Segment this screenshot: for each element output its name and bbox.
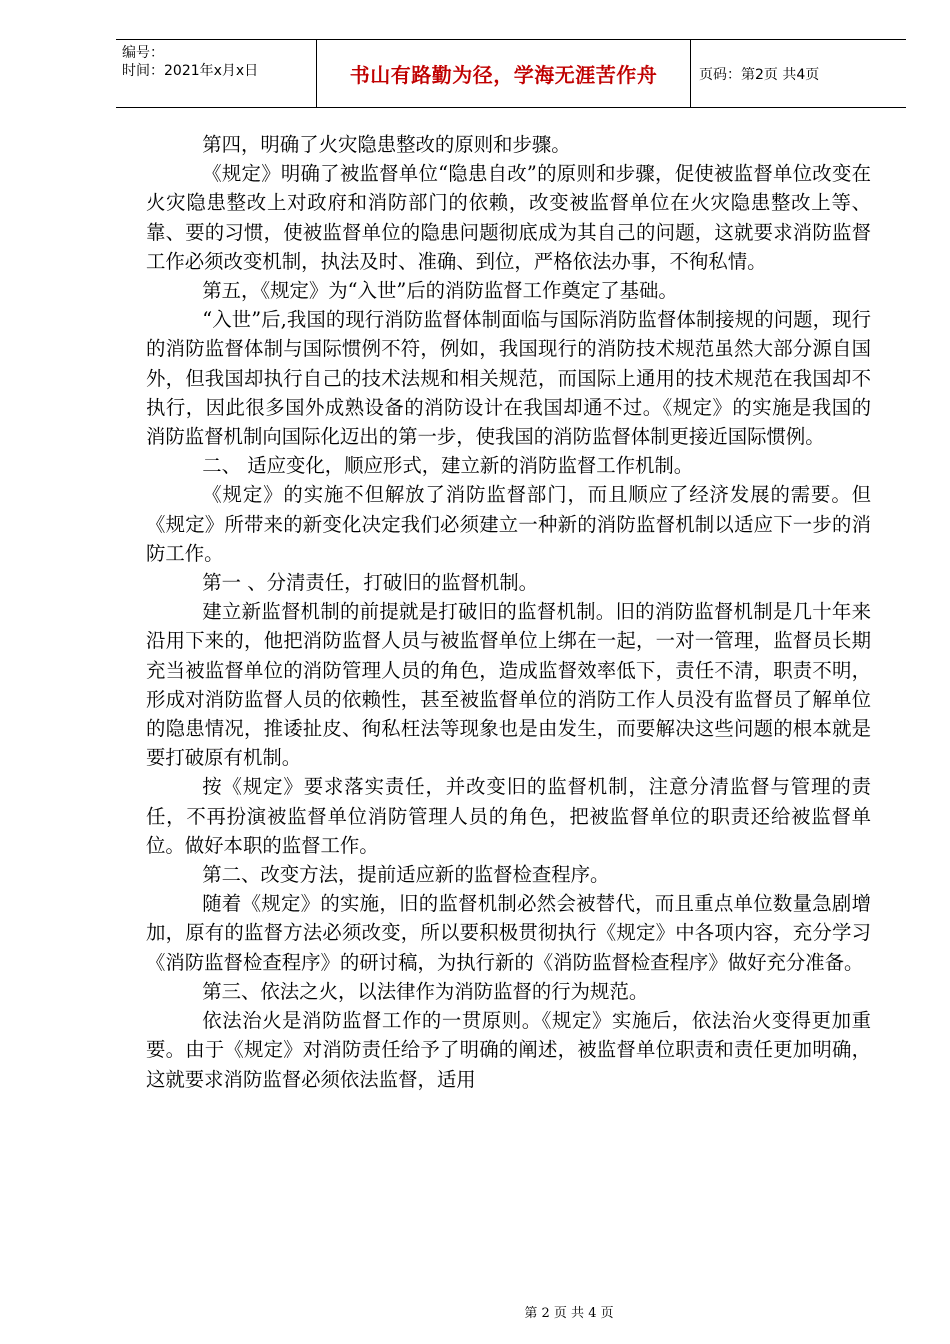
paragraph: 依法治火是消防监督工作的一贯原则。《规定》实施后，依法治火变得更加重要。由于《规定》对消防责任给予了明确的阐述，被监督单位职责和责任更加明确，这就要求消防监督必须依法监督，适用 bbox=[146, 1009, 871, 1091]
paragraph: 随着《规定》的实施，旧的监督机制必然会被替代，而且重点单位数量急剧增加，原有的监督方法必须改变，所以要积极贯彻执行《规定》中各项内容，充分学习《消防监督检查程序》的研讨稿，为执行新的《消防监督检查程序》做好充分准备。 bbox=[146, 892, 871, 974]
document-time-label: 时间：2021年x月x日 bbox=[122, 63, 259, 79]
paragraph: 《规定》明确了被监督单位“隐患自改”的原则和步骤，促使被监督单位改变在火灾隐患整改上对政府和消防部门的依赖，改变被监督单位在火灾隐患整改上等、靠、要的习惯，使被监督单位的隐患问题彻底成为其自己的问题，这就要求消防监督工作必须改变机制，执法及时、准确、到位，严格依法办事，不徇私情。 bbox=[146, 162, 871, 273]
paragraph: 《规定》的实施不但解放了消防监督部门，而且顺应了经济发展的需要。但《规定》所带来的新变化决定我们必须建立一种新的消防监督机制以适应下一步的消防工作。 bbox=[146, 483, 871, 565]
page-header bbox=[116, 39, 906, 108]
header-page-info-cell bbox=[691, 40, 906, 107]
document-body bbox=[146, 130, 871, 1094]
paragraph: 第一 、分清责任，打破旧的监督机制。 bbox=[202, 571, 539, 595]
paragraph: 第三、依法之火，以法律作为消防监督的行为规范。 bbox=[202, 979, 649, 1003]
paragraph: 建立新监督机制的前提就是打破旧的监督机制。旧的消防监督机制是几十年来沿用下来的，他把消防监督人员与被监督单位上绑在一起，一对一管理，监督员长期充当被监督单位的消防管理人员的角色，造成监督效率低下，责任不清，职责不明，形成对消防监督人员的依赖性，甚至被监督单位的消防工作人员没有监督员了解单位的隐患情况，推诿扯皮、徇私枉法等现象也是由发生，而要解决这些问题的根本就是要打破原有机制。 bbox=[146, 600, 871, 770]
paragraph: 二、 适应变化，顺应形式，建立新的消防监督工作机制。 bbox=[202, 454, 694, 478]
footer-page-number: 第 2 页 共 4 页 bbox=[524, 1306, 614, 1321]
header-meta bbox=[116, 40, 316, 107]
document-number-label: 编号： bbox=[122, 45, 164, 61]
page-footer bbox=[0, 1302, 950, 1321]
header-motto: 书山有路勤为径，学海无涯苦作舟 bbox=[349, 63, 658, 87]
paragraph: 第五，《规定》为“入世”后的消防监督工作奠定了基础。 bbox=[202, 279, 678, 303]
paragraph: 第二、改变方法，提前适应新的监督检查程序。 bbox=[202, 863, 610, 887]
paragraph: 按《规定》要求落实责任，并改变旧的监督机制，注意分清监督与管理的责任，不再扮演被监督单位消防管理人员的角色，把被监督单位的职责还给被监督单位。做好本职的监督工作。 bbox=[146, 775, 871, 857]
paragraph: “入世”后,我国的现行消防监督体制面临与国际消防监督体制接规的问题，现行的消防监督体制与国际惯例不符，例如，我国现行的消防技术规范虽然大部分源自国外，但我国却执行自己的技术法规和相关规范，而国际上通用的技术规范在我国却不执行，因此很多国外成熟设备的消防设计在我国却通不过。《规定》的实施是我国的消防监督机制向国际化迈出的第一步，使我国的消防监督体制更接近国际惯例。 bbox=[146, 308, 871, 449]
header-page-info: 页码：第2页 共4页 bbox=[699, 66, 820, 83]
paragraph: 第四，明确了火灾隐患整改的原则和步骤。 bbox=[202, 133, 571, 156]
header-motto-cell bbox=[316, 40, 691, 107]
